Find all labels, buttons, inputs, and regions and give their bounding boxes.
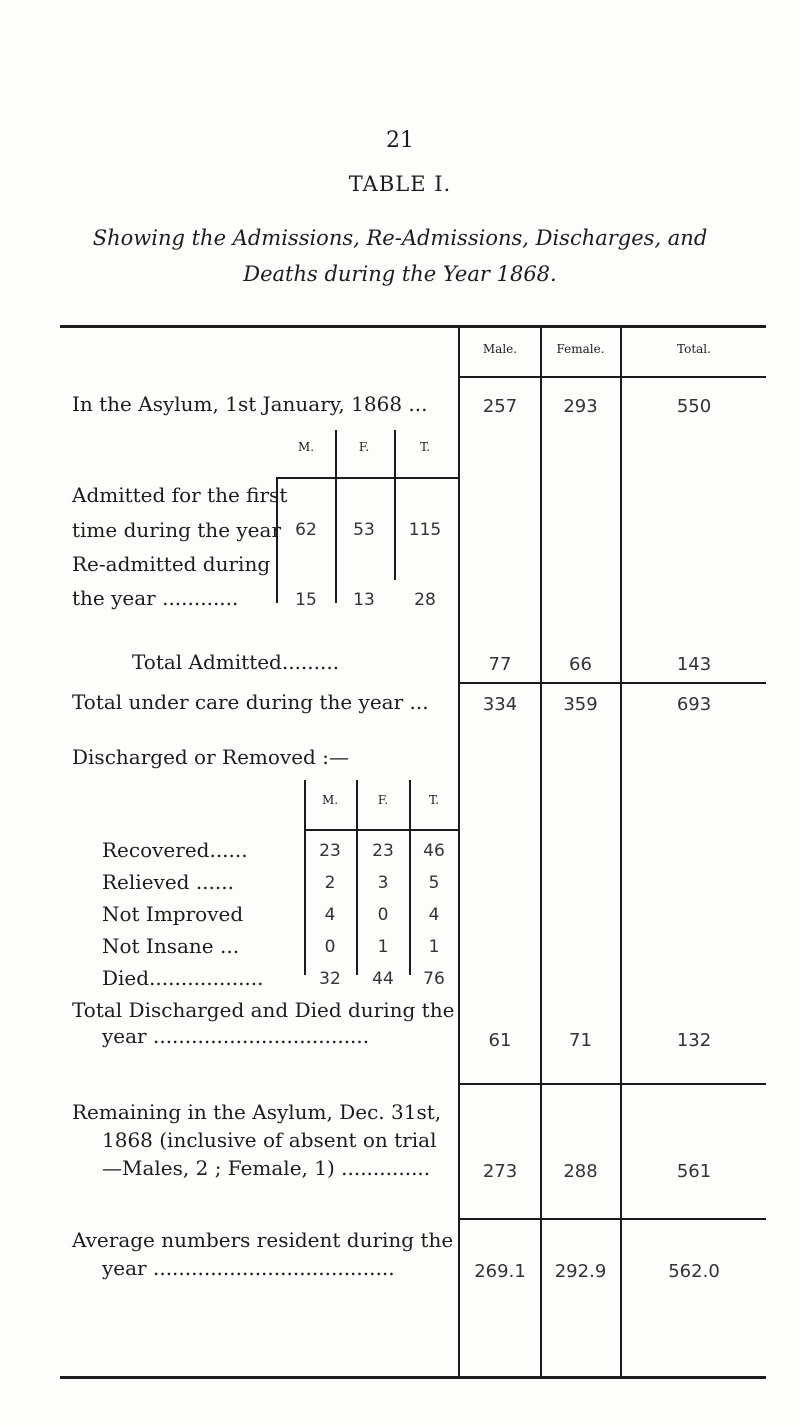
admissions-header-rule [278, 477, 458, 479]
not-insane-label: Not Insane ... [102, 934, 240, 958]
relieved-f: 3 [377, 873, 389, 893]
not-improved-f: 0 [377, 905, 389, 925]
total-admitted-female: 66 [569, 654, 592, 675]
total-discharged-total: 132 [676, 1030, 712, 1051]
admissions-divider-2 [335, 430, 337, 603]
died-f: 44 [372, 969, 394, 989]
header-total: Total. [677, 342, 711, 356]
remaining-female: 288 [563, 1161, 598, 1182]
table-top-rule [60, 325, 766, 328]
readmitted-label-1: Re-admitted during [72, 552, 271, 576]
column-divider-total [620, 327, 622, 1378]
recovered-t: 46 [423, 841, 445, 861]
recovered-f: 23 [372, 841, 394, 861]
admissions-header-m: M. [297, 440, 315, 454]
average-female: 292.9 [554, 1261, 607, 1282]
page-number: 21 [386, 128, 414, 153]
header-female: Female. [556, 342, 605, 356]
table-bottom-rule [60, 1376, 766, 1379]
average-total: 562.0 [668, 1261, 720, 1282]
not-improved-t: 4 [428, 905, 440, 925]
table-subtitle-line2: Deaths during the Year 1868. [243, 262, 557, 286]
discharges-header-rule [305, 829, 458, 831]
readmitted-f: 13 [353, 590, 375, 610]
admitted-first-t: 115 [408, 520, 442, 540]
column-divider-male [458, 327, 460, 1378]
recovered-m: 23 [319, 841, 341, 861]
average-label-1: Average numbers resident during the [72, 1228, 454, 1252]
remaining-label-2: 1868 (inclusive of absent on trial [102, 1128, 437, 1152]
relieved-t: 5 [428, 873, 440, 893]
total-discharged-label-2: year .................................. [102, 1024, 370, 1048]
discharges-header-f: F. [377, 793, 389, 807]
total-admitted-label: Total Admitted......... [132, 650, 340, 674]
under-care-male: 334 [482, 694, 518, 715]
readmitted-label-2: the year ............ [72, 586, 239, 610]
in-asylum-label: In the Asylum, 1st January, 1868 ... [72, 392, 428, 416]
readmitted-t: 28 [414, 590, 436, 610]
not-insane-t: 1 [428, 937, 440, 957]
total-discharged-rule [460, 1083, 766, 1085]
total-admitted-total: 143 [676, 654, 712, 675]
column-divider-female [540, 327, 542, 1378]
not-improved-label: Not Improved [102, 902, 244, 926]
in-asylum-total: 550 [676, 396, 712, 417]
died-m: 32 [319, 969, 341, 989]
total-admitted-male: 77 [488, 654, 512, 675]
recovered-label: Recovered...... [102, 838, 248, 862]
table-title: TABLE I. [348, 172, 452, 196]
remaining-total: 561 [676, 1161, 712, 1182]
table-subtitle-line1: Showing the Admissions, Re-Admissions, Discharges, and [92, 226, 708, 250]
admitted-first-m: 62 [295, 520, 317, 540]
header-male: Male. [482, 342, 518, 356]
under-care-female: 359 [563, 694, 598, 715]
remaining-male: 273 [482, 1161, 518, 1182]
admitted-first-label-1: Admitted for the first [72, 483, 288, 507]
average-label-2: year ...................................... [102, 1256, 395, 1280]
relieved-m: 2 [324, 873, 336, 893]
remaining-rule [460, 1218, 766, 1220]
total-discharged-female: 71 [569, 1030, 592, 1051]
died-t: 76 [423, 969, 445, 989]
admitted-first-label-2: time during the year [72, 518, 282, 542]
not-improved-m: 4 [324, 905, 336, 925]
admitted-first-f: 53 [353, 520, 375, 540]
in-asylum-male: 257 [482, 396, 518, 417]
discharges-header-m: M. [321, 793, 339, 807]
under-care-label: Total under care during the year ... [72, 690, 429, 714]
total-discharged-male: 61 [488, 1030, 512, 1051]
average-male: 269.1 [474, 1261, 526, 1282]
remaining-label-1: Remaining in the Asylum, Dec. 31st, [72, 1100, 442, 1124]
not-insane-m: 0 [324, 937, 336, 957]
remaining-label-3: —Males, 2 ; Female, 1) .............. [102, 1156, 431, 1180]
admissions-header-f: F. [358, 440, 370, 454]
under-care-total: 693 [676, 694, 712, 715]
relieved-label: Relieved ...... [102, 870, 234, 894]
in-asylum-female: 293 [563, 396, 598, 417]
discharges-header-t: T. [428, 793, 440, 807]
admissions-divider-3 [394, 430, 396, 580]
total-discharged-label-1: Total Discharged and Died during the [72, 998, 455, 1022]
total-admitted-rule [460, 682, 766, 684]
readmitted-m: 15 [295, 590, 317, 610]
header-underline [460, 376, 766, 378]
admissions-header-t: T. [419, 440, 431, 454]
discharged-heading: Discharged or Removed :— [72, 745, 349, 769]
not-insane-f: 1 [377, 937, 389, 957]
died-label: Died.................. [102, 966, 264, 990]
